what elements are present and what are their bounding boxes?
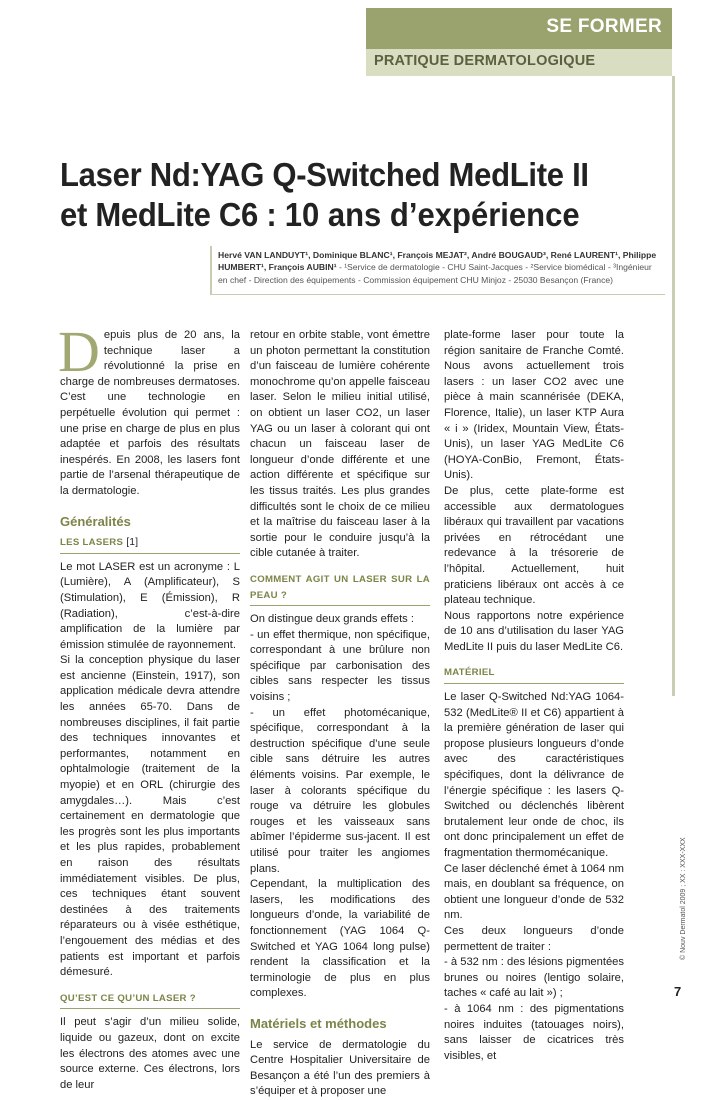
heading-materiels: Matériels et méthodes bbox=[250, 1015, 387, 1031]
heading-comment: COMMENT AGIT UN LASER SUR LA PEAU ? bbox=[250, 573, 430, 601]
paragraph: Nous rapportons notre expérience de 10 ans d’utilisation du laser YAG MedLite II puis du laser MedLite C6. bbox=[444, 609, 624, 653]
heading-underline bbox=[60, 1008, 240, 1009]
heading-underline bbox=[250, 605, 430, 606]
heading-materiel: MATÉRIEL bbox=[444, 667, 495, 679]
dropcap: D bbox=[58, 319, 100, 384]
paragraph: Cependant, la multiplication des lasers, les modifications des longueurs d’onde, la variabilité de fonctionnement (YAG 1064 Q-Switched et YAG 1064 long pulse) rendent la classification et la terminologie de plus en plus complexes. bbox=[250, 878, 430, 1000]
author-affiliations: - ¹Service de dermatologie - CHU Saint-Jacques - ²Service biomédical - ³Ingénieur en chef - Direction des équipements - Commission équipement CHU Minjoz - 25030 Besançon (France) bbox=[218, 262, 652, 285]
paragraph: - à 532 nm : des lésions pigmentées brunes ou noires (lentigo solaire, taches « café au lait ») ; bbox=[444, 956, 624, 1000]
heading-underline bbox=[444, 683, 624, 684]
paragraph: Le mot LASER est un acronyme : L (Lumière), A (Amplificateur), S (Stimulation), E (Émission), R (Radiation), c’est-à-dire amplification de la lumière par émission stimulée de rayonnement. bbox=[60, 560, 240, 651]
paragraph: Ce laser déclenché émet à 1064 nm mais, en doublant sa fréquence, on obtient une longueur d’onde de 532 nm. bbox=[444, 862, 624, 922]
heading-lasers-ref: [1] bbox=[123, 537, 139, 549]
paragraph: retour en orbite stable, vont émettre un photon permettant la constitution d’un faisceau de lumière cohérente monochrome qu’on appelle faisceau laser. Selon le milieu initial utilisé, on obtient un laser CO2, un laser YAG ou un laser à colorant qui ont chacun un faisceau laser de longueur d’onde différente et une action différente et spécifique sur les tissus traités. Les plus grandes difficultés sont le choix de ce milieu et la maîtrise du faisceau laser à la sortie pour le conduire jusqu’à la cible cutanée à traiter. bbox=[250, 329, 430, 560]
title-sep: : bbox=[258, 196, 285, 233]
subsection-header bbox=[366, 49, 672, 76]
heading-generalites: Généralités bbox=[60, 513, 131, 529]
subsection-title: PRATIQUE DERMATOLOGIQUE bbox=[374, 53, 596, 69]
paragraph: Le laser Q-Switched Nd:YAG 1064-532 (MedLite® II et C6) appartient à la première génération de laser qui propose plusieurs longueurs d’onde avec des caractéristiques spécifiques, dont la délivrance de l’énergie spécifique : les lasers Q-Switched ou déclenchés libèrent brutalement leur onde de choc, ils ont donc principalement un effet de fragmentation thermomécanique. bbox=[444, 691, 624, 859]
column-3 bbox=[444, 328, 624, 1064]
author-names: Hervé VAN LANDUYT¹, Dominique BLANC¹, François MEJAT², André BOUGAUD³, René LAURENT¹, Philippe HUMBERT¹, François AUBIN¹ bbox=[218, 250, 657, 273]
paragraph: Le service de dermatologie du Centre Hospitalier Universitaire de Besançon a été l’un des premiers à s’équiper et à proposer une bbox=[250, 1038, 430, 1098]
page-number: 7 bbox=[674, 984, 682, 999]
paragraph: plate-forme laser pour toute la région sanitaire de Franche Comté. Nous avons actuellement trois lasers : un laser CO2 avec une pièce à main scannérisée (DEKA, Florence, Italie), un laser KTP Aura « i » (Iridex, Mountain View, États-Unis), un laser YAG MedLite C6 (HOYA-ConBio, Fremont, États-Unis). bbox=[444, 329, 624, 482]
column-1 bbox=[58, 319, 240, 1093]
heading-lasers bbox=[60, 535, 240, 551]
article-title bbox=[60, 155, 624, 235]
title-bold: Laser Nd:YAG Q-Switched MedLite II et MedLite C6 bbox=[60, 156, 589, 233]
intro-text: epuis plus de 20 ans, la technique laser a révolutionné la prise en charge de nombreuses dermatoses. C’est une technologie en perpétuelle évolution qui permet : une prise en charge de plus en plus adaptée et parfois des résultats inespérés. En 2008, les lasers font partie de l’arsenal thérapeutique de la dermatologie. bbox=[60, 329, 240, 497]
authors-rule-left bbox=[210, 246, 212, 294]
intro-paragraph bbox=[58, 319, 240, 500]
citation-sidebar: © Nouv Dermatol 2009 ; XX : XXX-XXX bbox=[680, 837, 687, 960]
heading-quest: QU’EST CE QU’UN LASER ? bbox=[60, 992, 196, 1004]
paragraph: Il peut s’agir d’un milieu solide, liquide ou gazeux, dont on excite les électrons des atomes avec une source externe. Ces électrons, lors de leur bbox=[60, 1016, 240, 1091]
paragraph: De plus, cette plate-forme est accessible aux dermatologues libéraux qui travaillent par vacations privées en rétrocédant une redevance à la trésorerie de l’hôpital. Actuellement, huit praticiens libéraux ont accès à ce plateau technique. bbox=[444, 484, 624, 607]
paragraph: - à 1064 nm : des pigmentations noires induites (tatouages noirs), sans laisser de cicatrices très visibles, et bbox=[444, 1002, 624, 1062]
vertical-rule bbox=[672, 76, 675, 696]
heading-underline bbox=[60, 553, 240, 554]
paragraph: - un effet thermique, non spécifique, correspondant à une brûlure non spécifique par carbonisation des cibles sans respecter les tissus voisins ; bbox=[250, 628, 430, 704]
section-header bbox=[366, 8, 672, 49]
paragraph: Ces deux longueurs d’onde permettent de traiter : bbox=[444, 924, 624, 953]
title-rest: 10 ans d’expérience bbox=[284, 196, 580, 233]
paragraph: - un effet photomécanique, spécifique, correspondant à la destruction spécifique d’une seule cible sans détruire les autres éléments voisins. Par exemple, le laser à colorants spécifique du rouge va détruire les globules rouges et les vaisseaux sans abîmer l’épiderme sus-jacent. Il est utilisé pour traiter les angiomes plans. bbox=[250, 706, 430, 875]
authors-block bbox=[218, 249, 658, 286]
column-2 bbox=[250, 328, 430, 1100]
section-title: SE FORMER bbox=[546, 16, 662, 37]
paragraph: On distingue deux grands effets : bbox=[250, 613, 414, 626]
heading-lasers-text: LES LASERS bbox=[60, 537, 124, 549]
paragraph: Si la conception physique du laser est ancienne (Einstein, 1917), son application médicale devra attendre les années 65-70. Dans de nombreuses disciplines, il fait partie des techniques innovantes et performantes, notamment en ophtalmologie (traitement de la myopie) et en ORL (chirurgie des amygdales…). Mais c’est certainement en dermatologie que les progrès sont les plus importants et les plus rapides, probablement en raison des résultats immédiatement visibles. De plus, ces techniques étant souvent destinées à des traitements réparateurs ou à visée esthétique, l’engouement des médias et des patients est important et parfois démesuré. bbox=[60, 654, 240, 979]
authors-rule-bottom bbox=[210, 294, 665, 295]
